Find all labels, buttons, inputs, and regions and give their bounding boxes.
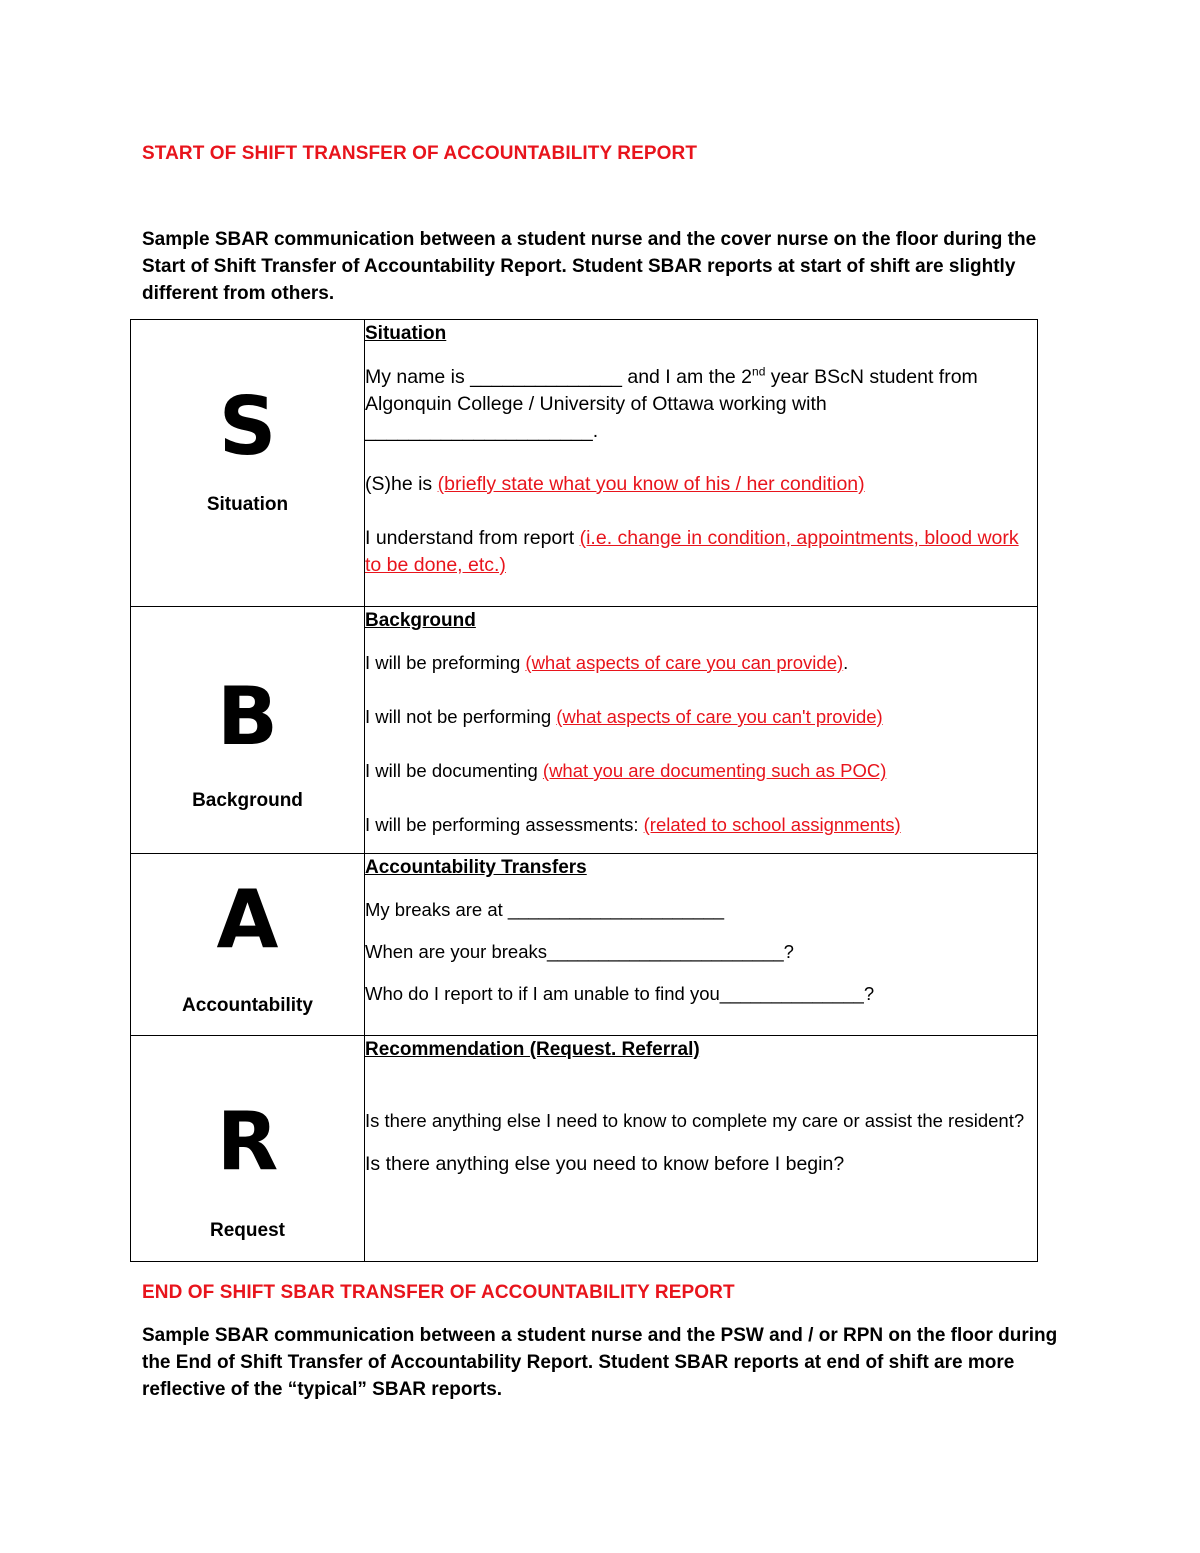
content-cell-b [365, 607, 1038, 854]
sbar-row-background [131, 607, 1038, 854]
situation-line-1 [365, 364, 1037, 445]
background-assessments: I will be performing assessments: [365, 814, 644, 835]
background-can-provide: (what aspects of care you can provide) [525, 652, 844, 673]
background-not-performing: I will not be performing [365, 706, 557, 727]
letter-cell-a [131, 854, 365, 1036]
heading-background: Background [365, 610, 476, 631]
situation-name-text: My name is ______________ and I am the 2 [365, 366, 753, 388]
end-intro: Sample SBAR communication between a student nurse and the PSW and / or RPN on the floor during the End of Shift Transfer of Accountability Report. Student SBAR reports at end of shift are more reflective of the “typical” SBAR reports. [142, 1325, 1058, 1400]
label-request: Request [210, 1220, 285, 1241]
situation-college-text: year BScN student from Algonquin College / University of Ottawa working with _____________________. [365, 366, 978, 442]
letter-r: R [216, 1095, 279, 1188]
request-line-2: Is there anything else you need to know before I begin? [365, 1153, 845, 1175]
letter-cell-s [131, 320, 365, 607]
letter-cell-r [131, 1036, 365, 1262]
start-intro: Sample SBAR communication between a student nurse and the cover nurse on the floor during the Start of Shift Transfer of Accountability Report. Student SBAR reports at start of shift are slightly different from others. [142, 229, 1037, 304]
situation-condition-prompt: (briefly state what you know of his / her condition) [437, 473, 865, 495]
accountability-line-1: My breaks are at _____________________ [365, 899, 724, 920]
background-line-2 [365, 703, 1037, 730]
label-situation: Situation [206, 494, 289, 515]
letter-b: B [217, 670, 278, 763]
situation-line-2 [365, 471, 1037, 498]
background-line-3 [365, 757, 1037, 784]
letter-s: S [218, 380, 277, 473]
background-period: . [843, 652, 849, 673]
heading-accountability: Accountability Transfers [365, 857, 587, 878]
content-cell-s [365, 320, 1038, 607]
background-line-1 [365, 649, 1037, 676]
label-accountability: Accountability [182, 995, 313, 1016]
situation-report-prompt: (i.e. change in condition, appointments, blood work to be done, etc.) [365, 527, 1019, 576]
heading-situation: Situation [365, 323, 447, 344]
background-preforming: I will be preforming [365, 652, 526, 673]
situation-line-3 [365, 525, 1037, 579]
request-line-1: Is there anything else I need to know to complete my care or assist the resident? [365, 1110, 1025, 1131]
situation-he-is: (S)he is [365, 473, 438, 495]
accountability-line-2: When are your breaks_______________________? [365, 941, 794, 962]
background-line-4 [365, 811, 1037, 838]
start-title: START OF SHIFT TRANSFER OF ACCOUNTABILITY REPORT [142, 143, 698, 164]
background-documenting: I will be documenting [365, 760, 543, 781]
content-cell-r [365, 1036, 1038, 1262]
letter-a: A [216, 873, 279, 966]
background-cant-provide: (what aspects of care you can't provide) [556, 706, 883, 727]
accountability-line-3: Who do I report to if I am unable to find you______________? [365, 983, 875, 1004]
sbar-table [130, 319, 1038, 1262]
situation-report-text: I understand from report [365, 527, 580, 549]
letter-cell-b [131, 607, 365, 854]
sbar-row-request [131, 1036, 1038, 1262]
background-documenting-prompt: (what you are documenting such as POC) [542, 760, 887, 781]
label-background: Background [192, 790, 303, 811]
background-assessments-prompt: (related to school assignments) [643, 814, 901, 835]
end-title: END OF SHIFT SBAR TRANSFER OF ACCOUNTABILITY REPORT [142, 1282, 735, 1303]
sbar-row-accountability [131, 854, 1038, 1036]
content-cell-a [365, 854, 1038, 1036]
heading-recommendation: Recommendation (Request. Referral) [365, 1039, 700, 1060]
situation-sup: nd [752, 364, 766, 379]
sbar-row-situation [131, 320, 1038, 607]
